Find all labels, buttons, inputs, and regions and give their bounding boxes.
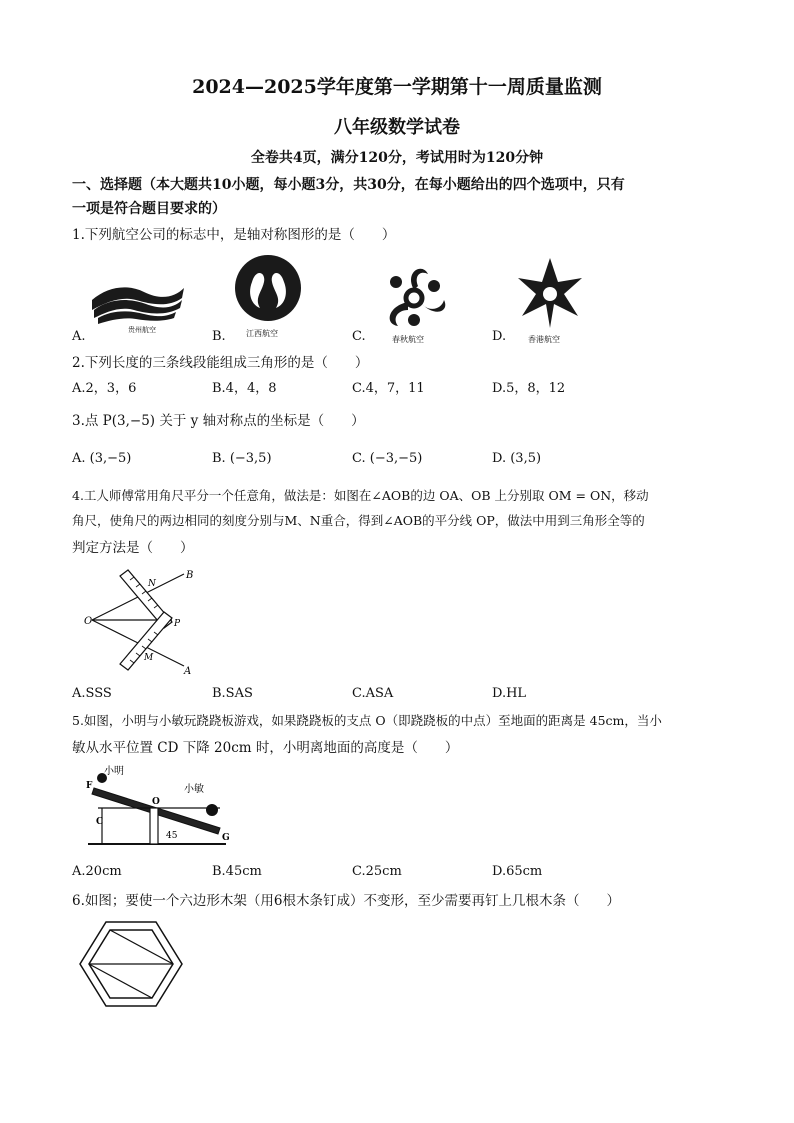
q5-option-d[interactable]: D.65cm <box>492 864 543 879</box>
q1-option-c[interactable]: C. <box>352 329 366 344</box>
fig5-label-c: C <box>96 817 104 827</box>
question-4-stem-line3: 判定方法是（ ） <box>72 540 194 556</box>
fig5-label-o: O <box>152 797 160 807</box>
fig4-label-a: A <box>184 666 192 676</box>
logo-c-triskelion-icon <box>374 262 454 346</box>
logo-b-circle-icon <box>232 252 304 344</box>
q4-option-b[interactable]: B.SAS <box>212 686 253 701</box>
q3-option-b[interactable]: B. (−3,5) <box>212 451 272 466</box>
exam-info: 全卷共4页，满分120分，考试用时为120分钟 <box>250 150 544 166</box>
exam-title: 2024—2025学年度第一学期第十一周质量监测 <box>192 76 602 98</box>
fig4-label-p: P <box>174 619 181 629</box>
q1-option-b[interactable]: B. <box>212 329 226 344</box>
section-heading-line1: 一、选择题（本大题共10小题，每小题3分，共30分，在每小题给出的四个选项中，只有 <box>72 177 625 193</box>
question-1-logos <box>72 248 592 348</box>
fig5-label-xiaomin: 小敏 <box>184 784 204 795</box>
question-3-stem: 3.点 P(3,−5) 关于 y 轴对称点的坐标是（ ） <box>72 413 365 429</box>
question-2-stem: 2.下列长度的三条线段能组成三角形的是（ ） <box>72 355 369 371</box>
q5-option-a[interactable]: A.20cm <box>72 864 122 879</box>
question-4-stem-line2: 角尺，使角尺的两边相同的刻度分别与M、N重合，得到∠AOB的平分线 OP，做法中用到三角形全等的 <box>72 513 645 528</box>
q5-option-c[interactable]: C.25cm <box>352 864 402 879</box>
logo-a-wave-icon <box>88 278 188 334</box>
logo-a-caption: 贵州航空 <box>128 326 156 334</box>
q2-option-a[interactable]: A.2，3，6 <box>72 381 137 396</box>
question-5-stem-line1: 5.如图，小明与小敏玩跷跷板游戏，如果跷跷板的支点 O（即跷跷板的中点）至地面的距离是 45cm，当小 <box>72 713 662 728</box>
q1-option-a[interactable]: A. <box>72 329 86 344</box>
fig5-label-f: F <box>86 781 93 791</box>
section-heading-line2: 一项是符合题目要求的） <box>72 201 226 217</box>
fig4-label-m: M <box>144 653 154 663</box>
q3-option-a[interactable]: A. (3,−5) <box>72 451 132 466</box>
fig5-label-xiaoming: 小明 <box>104 766 124 777</box>
question-5-figure <box>84 762 234 852</box>
fig4-label-n: N <box>148 579 156 589</box>
q2-option-d[interactable]: D.5，8，12 <box>492 381 566 396</box>
fig5-label-num: 45 <box>166 831 178 841</box>
question-4-figure <box>84 566 204 676</box>
question-5-stem-line2: 敏从水平位置 CD 下降 20cm 时，小明离地面的高度是（ ） <box>72 740 459 756</box>
question-1-stem: 1.下列航空公司的标志中，是轴对称图形的是（ ） <box>72 227 396 243</box>
logo-b-caption: 江西航空 <box>246 329 278 338</box>
logo-d-flower-icon <box>510 256 590 346</box>
q4-option-a[interactable]: A.SSS <box>72 686 112 701</box>
fig4-label-o: O <box>84 616 93 627</box>
fig5-label-g: G <box>222 833 230 843</box>
logo-c-caption: 春秋航空 <box>392 335 424 344</box>
logo-d-caption: 香港航空 <box>528 335 560 344</box>
question-4-stem-line1: 4.工人师傅常用角尺平分一个任意角，做法是：如图在∠AOB的边 OA、OB 上分别取 OM = ON，移动 <box>72 488 649 503</box>
question-6-stem: 6.如图；要使一个六边形木架（用6根木条钉成）不变形，至少需要再钉上几根木条（ ） <box>72 893 620 909</box>
exam-subtitle: 八年级数学试卷 <box>334 117 460 138</box>
q5-option-b[interactable]: B.45cm <box>212 864 262 879</box>
q3-option-d[interactable]: D. (3,5) <box>492 451 542 466</box>
q2-option-b[interactable]: B.4，4，8 <box>212 381 277 396</box>
question-6-hexagon-figure <box>76 918 186 1010</box>
q2-option-c[interactable]: C.4，7，11 <box>352 381 425 396</box>
q1-option-d[interactable]: D. <box>492 329 507 344</box>
q3-option-c[interactable]: C. (−3,−5) <box>352 451 423 466</box>
fig4-label-b: B <box>186 570 194 581</box>
q4-option-c[interactable]: C.ASA <box>352 686 394 701</box>
q4-option-d[interactable]: D.HL <box>492 686 527 701</box>
